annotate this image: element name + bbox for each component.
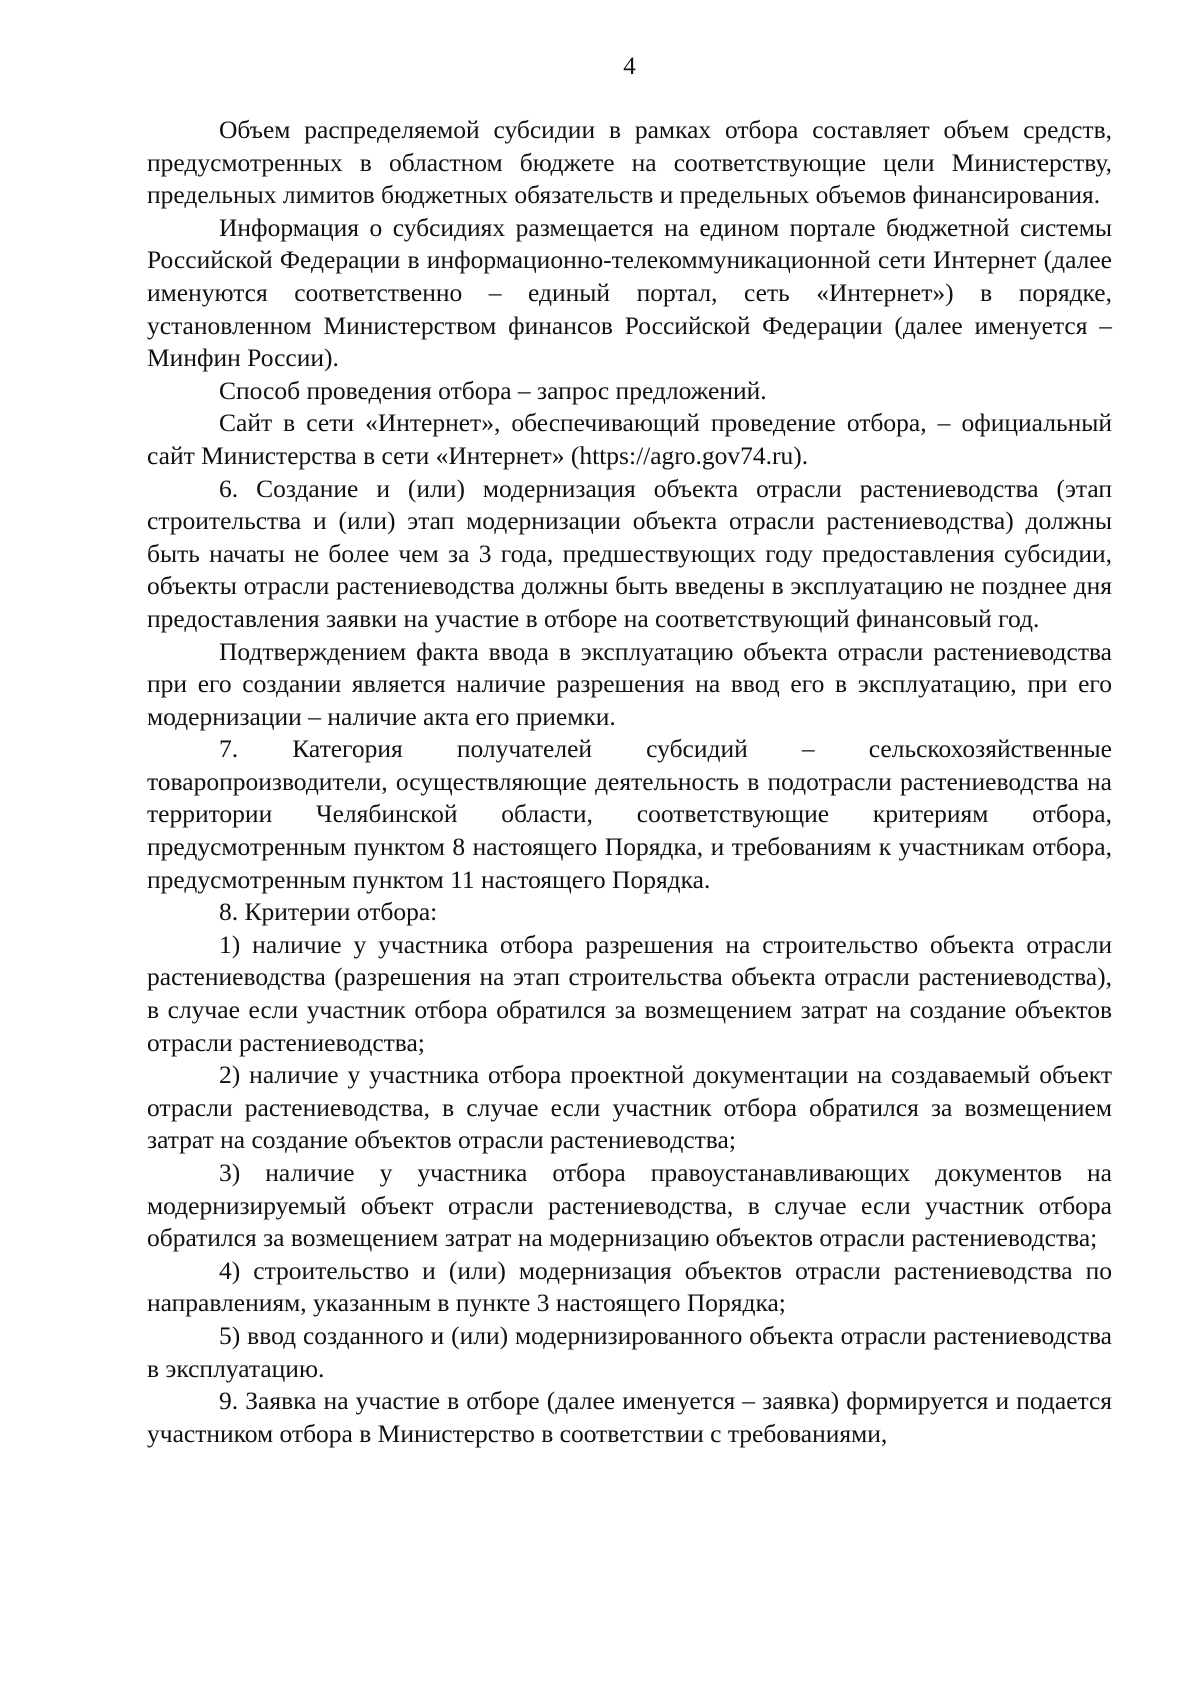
paragraph-selection-method: Способ проведения отбора – запрос предложений. — [219, 375, 767, 405]
paragraph-item-6: 6. Создание и (или) модернизация объекта отрасли растениеводства (этап строительства и (или) этап модернизации объекта отрасли растениеводства) должны быть начаты не более чем за 3 года, предшествующих году предоставления субсидии, объекты отрасли растениеводства должны быть введены в эксплуатацию не позднее дня предоставления заявки на участие в отборе на соответствующий финансовый год. — [147, 473, 1112, 633]
criterion-3: 3) наличие у участника отбора правоустанавливающих документов на модернизируемый объект отрасли растениеводства, в случае если участник отбора обратился за возмещением затрат на модернизацию объектов отрасли растениеводства; — [147, 1158, 1112, 1253]
paragraph-item-8-heading: 8. Критерии отбора: — [219, 897, 438, 927]
criterion-5: 5) ввод созданного и (или) модернизированного объекта отрасли растениеводства в эксплуатацию. — [147, 1320, 1112, 1383]
paragraph-item-9: 9. Заявка на участие в отборе (далее именуется – заявка) формируется и подается участником отбора в Министерство в соответствии с требованиями, — [147, 1386, 1112, 1448]
criterion-1: 1) наличие у участника отбора разрешения на строительство объекта отрасли растениеводства (разрешения на этап строительства объекта отрасли растениеводства), в случае если участник отбора обратился за возмещением затрат на создание объектов отрасли растениеводства; — [147, 929, 1112, 1057]
criterion-4: 4) строительство и (или) модернизация объектов отрасли растениеводства по направлениям, указанным в пункте 3 настоящего Порядка; — [147, 1255, 1112, 1318]
criterion-2: 2) наличие у участника отбора проектной документации на создаваемый объект отрасли растениеводства, в случае если участник отбора обратился за возмещением затрат на создание объектов отрасли растениеводства; — [147, 1060, 1112, 1155]
paragraph-subsidy-volume: Объем распределяемой субсидии в рамках отбора составляет объем средств, предусмотренных в областном бюджете на соответствующие цели Министерству, предельных лимитов бюджетных обязательств и предельных объемов финансирования. — [147, 115, 1112, 210]
paragraph-item-7: 7. Категория получателей субсидий – сельскохозяйственные товаропроизводители, осуществляющие деятельность в подотрасли растениеводства на территории Челябинской области, соответствующие критериям отбора, предусмотренным пунктом 8 настоящего Порядка, и требованиям к участникам отбора, предусмотренным пунктом 11 настоящего Порядка. — [147, 734, 1112, 894]
paragraph-commissioning-proof: Подтверждением факта ввода в эксплуатацию объекта отрасли растениеводства при его создании является наличие разрешения на ввод его в эксплуатацию, при его модернизации – наличие акта его приемки. — [147, 636, 1112, 731]
paragraph-selection-website: Сайт в сети «Интернет», обеспечивающий проведение отбора, – официальный сайт Министерства в сети «Интернет» (https://agro.gov74.ru). — [147, 408, 1112, 470]
paragraph-subsidy-information: Информация о субсидиях размещается на едином портале бюджетной системы Российской Федерации в информационно-телекоммуникационной сети Интернет (далее именуются соответственно – единый портал, сеть «Интернет») в порядке, установленном Министерством финансов Российской Федерации (далее именуется – Минфин России). — [147, 212, 1112, 373]
page-number: 4 — [623, 53, 636, 80]
